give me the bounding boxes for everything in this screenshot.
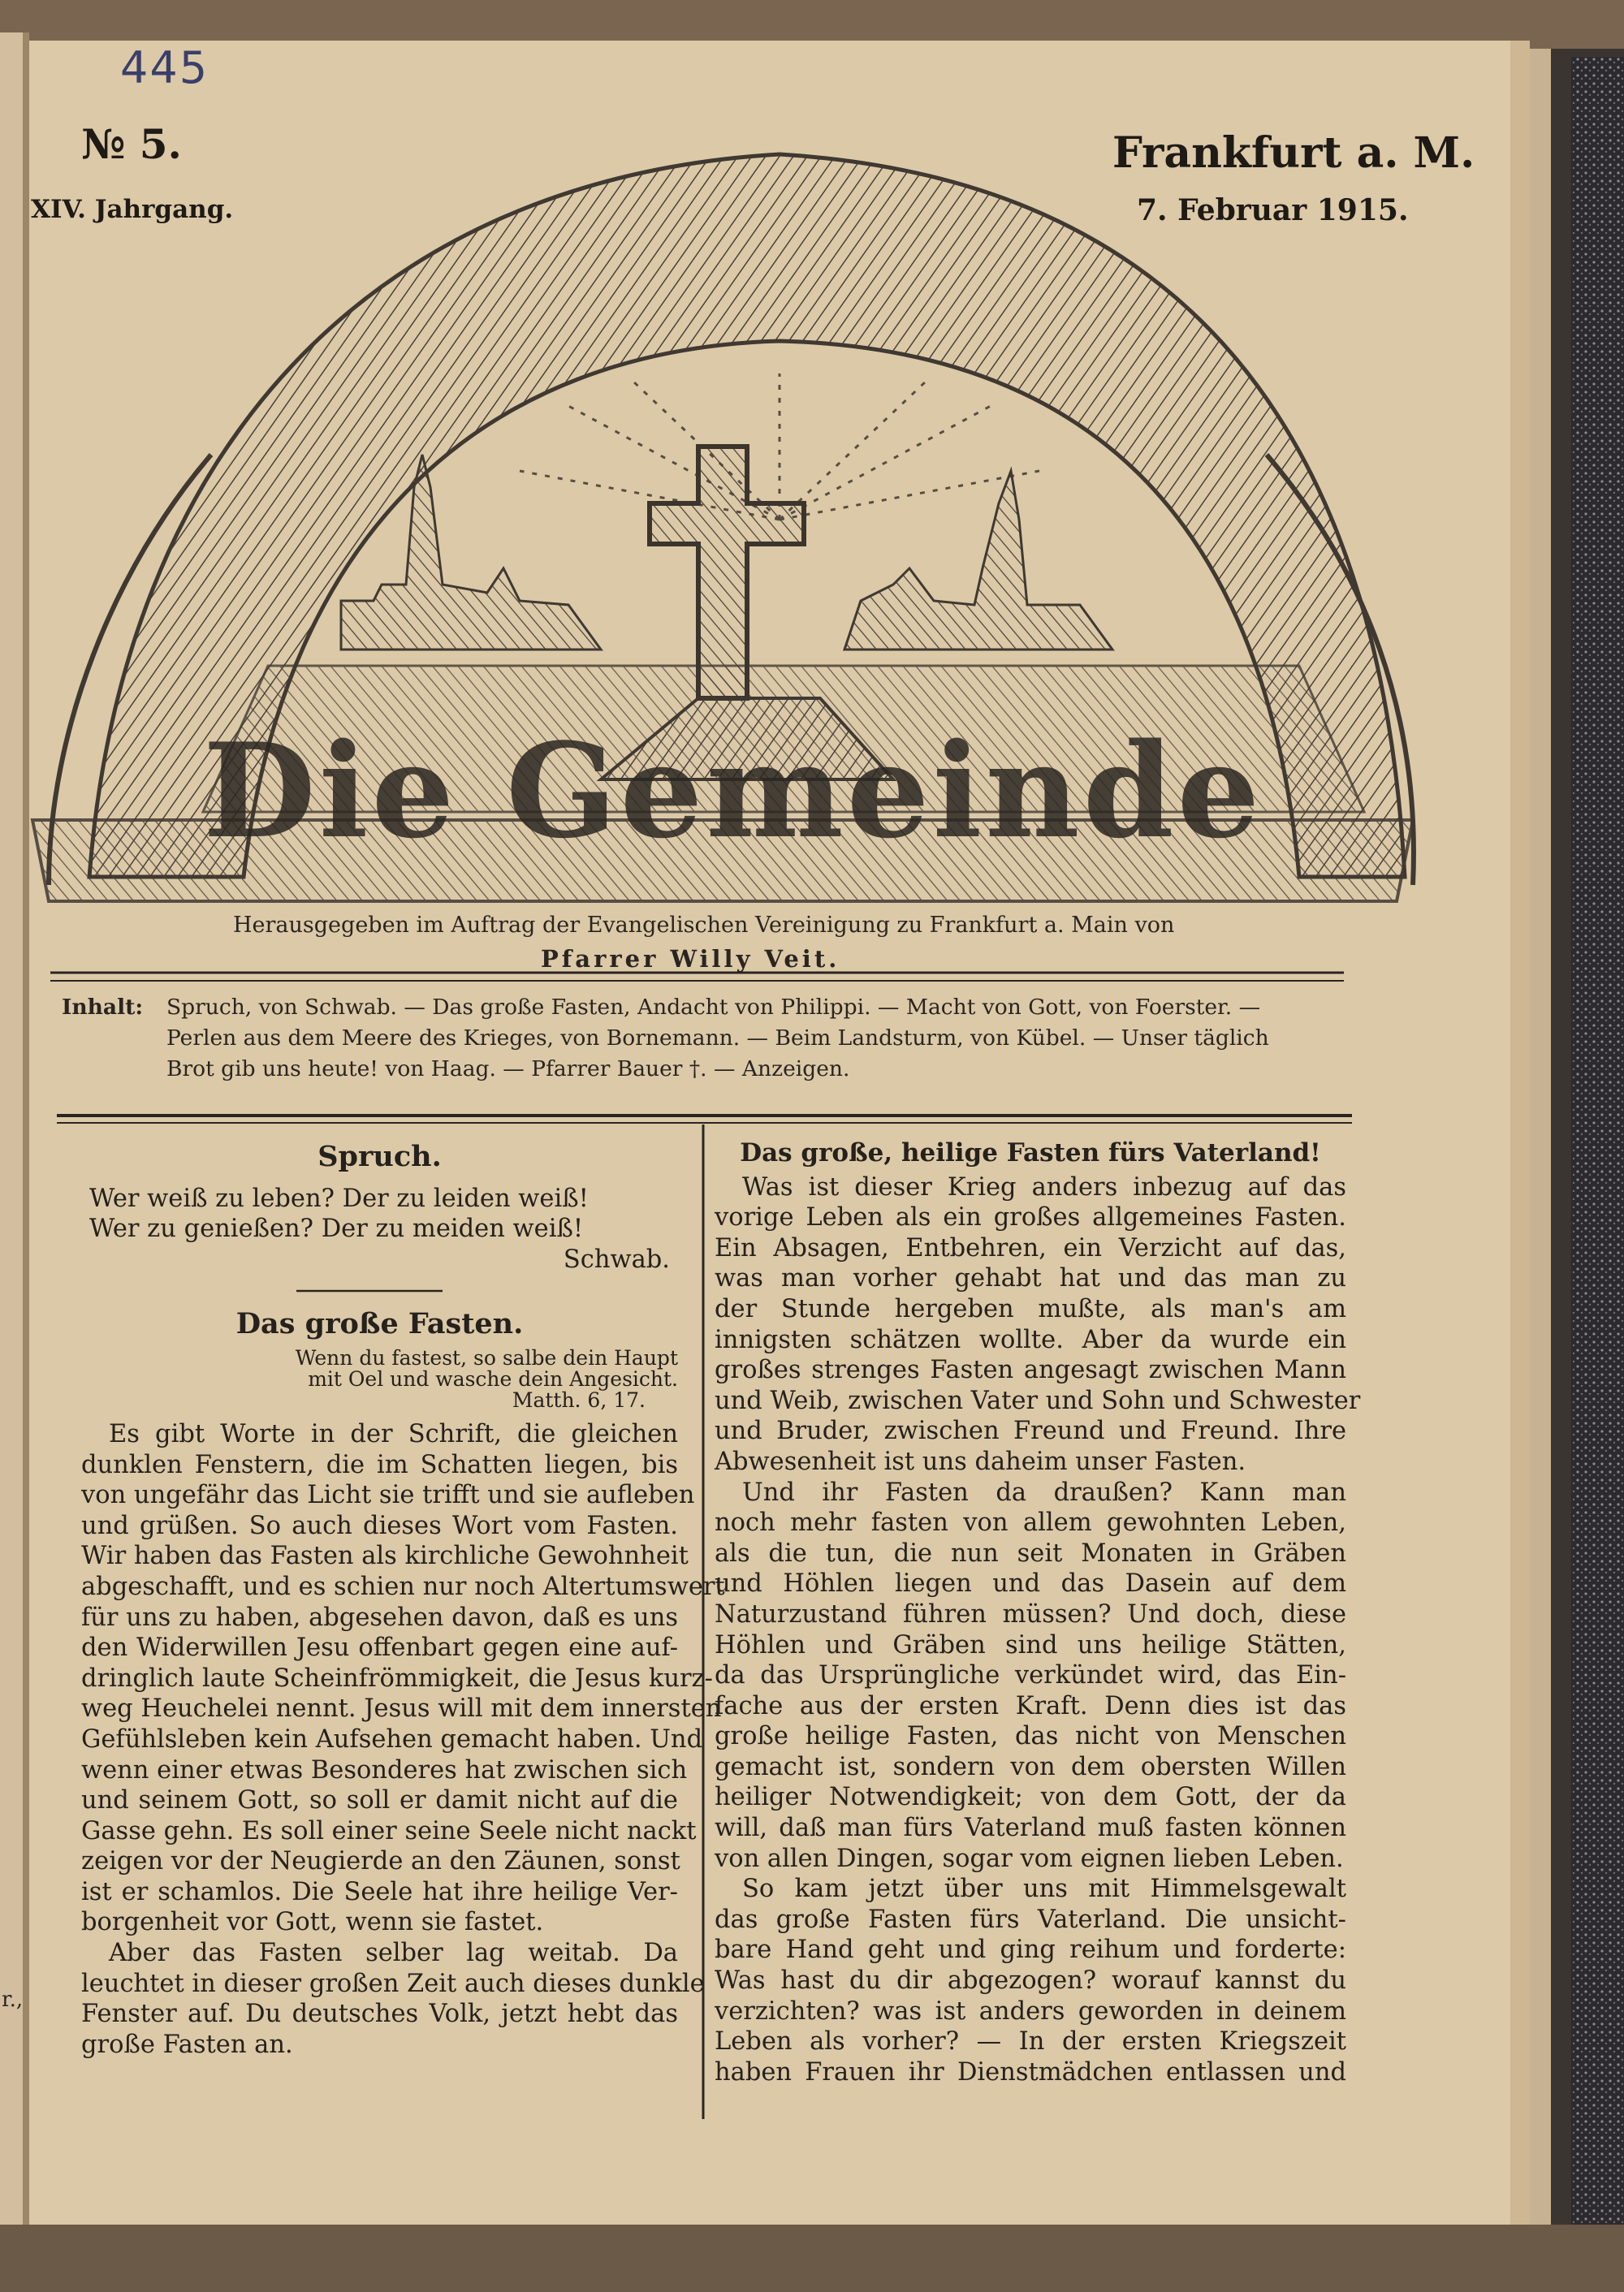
motto-line: Wenn du fastest, so salbe dein Haupt [295,1345,678,1370]
text-line: großes strenges Fasten angesagt zwischen Mann [715,1356,1346,1385]
text-line: dunklen Fenstern, die im Schatten liegen, bis [81,1450,678,1479]
text-line: Gefühlsleben kein Aufsehen gemacht haben. Und [81,1724,703,1754]
spruch-line: Wer weiß zu leben? Der zu leiden weiß! [89,1184,589,1213]
motto-reference: Matth. 6, 17. [512,1388,646,1412]
text-line: borgenheit vor Gott, wenn sie fastet. [81,1908,544,1937]
spruch-heading: Spruch. [317,1140,442,1173]
contents-line: Spruch, von Schwab. — Das große Fasten, Andacht von Philippi. — Macht von Gott, von Foerster. — [166,995,1261,1020]
text-line: Fenster auf. Du deutsches Volk, jetzt hebt das [81,2000,678,2029]
right-body [715,1172,1361,2088]
text-line: noch mehr fasten von allem gewohnten Leben, [715,1509,1346,1538]
fasten-body [81,1419,725,2060]
text-line: was man vorher gehabt hat und das man zu [715,1264,1346,1293]
text-line: da das Ursprüngliche verkündet wird, das Ein- [715,1661,1346,1690]
text-line: vorige Leben als ein großes allgemeines Fasten. [715,1203,1346,1232]
text-line: verzichten? was ist anders geworden in deinem [715,1996,1346,2026]
text-line: und seinem Gott, so soll er damit nicht auf die [81,1786,678,1815]
contents-list [166,992,1344,1085]
newspaper-title: Die Gemeinde [203,714,1263,867]
handwritten-number: 445 [120,42,209,93]
text-line: gemacht ist, sondern von dem obersten Willen [715,1752,1346,1781]
motto-line: mit Oel und wasche dein Angesicht. [308,1366,678,1391]
text-line: Höhlen und Gräben sind uns heilige Stätten, [715,1630,1346,1660]
text-line: Gasse gehn. Es soll einer seine Seele nicht nackt [81,1816,697,1845]
place: Frankfurt a. M. [1112,128,1475,178]
text-line: und Bruder, zwischen Freund und Freund. Ihre [715,1417,1346,1446]
text-line: von ungefähr das Licht sie trifft und sie aufleben [81,1481,695,1510]
text-line: von allen Dingen, sogar vom eignen lieben Leben. [715,1844,1344,1873]
text-line: große heilige Fasten, das nicht von Menschen [715,1722,1346,1751]
right-heading: Das große, heilige Fasten fürs Vaterland! [740,1138,1321,1168]
text-line: So kam jetzt über uns mit Himmelsgewalt [742,1875,1346,1904]
text-line: bare Hand geht und ging reihum und forderte: [715,1936,1346,1965]
text-line: weg Heuchelei nennt. Jesus will mit dem innersten [81,1694,722,1724]
volume: XIV. Jahrgang. [31,195,234,224]
contents-line: Perlen aus dem Meere des Krieges, von Bornemann. — Beim Landsturm, von Kübel. — Unser täglich [166,1025,1269,1051]
left-column [81,1137,725,2060]
text-line: Aber das Fasten selber lag weitab. Da [109,1939,678,1968]
text-line: dringlich laute Scheinfrömmigkeit, die Jesus kurz- [81,1664,713,1693]
issue-number: № 5. [81,120,182,168]
text-line: den Widerwillen Jesu offenbart gegen eine auf- [81,1634,678,1663]
contents-line: Brot gib uns heute! von Haag. — Pfarrer Bauer †. — Anzeigen. [166,1056,850,1081]
text-line: ist er schamlos. Die Seele hat ihre heilige Ver- [81,1877,678,1906]
text-line: zeigen vor der Neugierde an den Zäunen, sonst [81,1847,680,1876]
text-line: Was hast du dir abgezogen? worauf kannst du [715,1966,1346,1996]
text-line: wenn einer etwas Besonderes hat zwischen sich [81,1755,688,1785]
text-line: heiliger Notwendigkeit; von dem Gott, der da [715,1783,1346,1812]
text-line: Naturzustand führen müssen? Und doch, diese [715,1599,1346,1629]
spruch-line: Wer zu genießen? Der zu meiden weiß! [89,1215,584,1244]
text-line: das große Fasten fürs Vaterland. Die unsicht- [715,1905,1346,1934]
text-line: fache aus der ersten Kraft. Denn dies ist das [715,1691,1346,1720]
text-line: der Stunde hergeben mußte, als man's am [715,1294,1346,1323]
publisher-line: Herausgegeben im Auftrag der Evangelischen Vereinigung zu Frankfurt a. Main von [233,913,1175,938]
text-line: Leben als vorher? — In der ersten Kriegszeit [715,2027,1346,2057]
right-column [715,1137,1361,2087]
text-line: und Höhlen liegen und das Dasein auf dem [715,1569,1346,1599]
margin-fragment: r., [2,1988,24,2012]
contents-label: Inhalt: [62,995,144,1020]
text-line: Ein Absagen, Entbehren, ein Verzicht auf das, [715,1233,1346,1263]
text-line: Abwesenheit ist uns daheim unser Fasten. [715,1447,1246,1476]
text-line: als die tun, die nun seit Monaten in Gräben [715,1539,1346,1568]
text-line: Es gibt Worte in der Schrift, die gleichen [109,1419,678,1448]
text-line: leuchtet in dieser großen Zeit auch dieses dunkle [81,1969,705,1998]
text-line: Und ihr Fasten da draußen? Kann man [742,1478,1346,1507]
text-line: haben Frauen ihr Dienstmädchen entlassen und [715,2057,1346,2087]
text-line: und grüßen. So auch dieses Wort vom Fasten. [81,1511,678,1540]
text-line: abgeschafft, und es schien nur noch Altertumswert [81,1572,725,1601]
editor-name: Pfarrer Willy Veit. [541,945,840,973]
spruch-author: Schwab. [563,1245,670,1274]
text-line: für uns zu haben, abgesehen davon, daß es uns [81,1603,678,1632]
text-line: und Weib, zwischen Vater und Sohn und Schwester [715,1386,1361,1415]
text-line: will, daß man fürs Vaterland muß fasten können [715,1814,1346,1843]
text-line: innigsten schätzen wollte. Aber da wurde ein [715,1325,1346,1354]
text-line: große Fasten an. [81,2030,293,2059]
issue-date: 7. Februar 1915. [1137,193,1409,227]
text-line: Wir haben das Fasten als kirchliche Gewohnheit [81,1542,689,1571]
text-line: Was ist dieser Krieg anders inbezug auf das [742,1172,1346,1202]
fasten-heading: Das große Fasten. [235,1307,524,1341]
